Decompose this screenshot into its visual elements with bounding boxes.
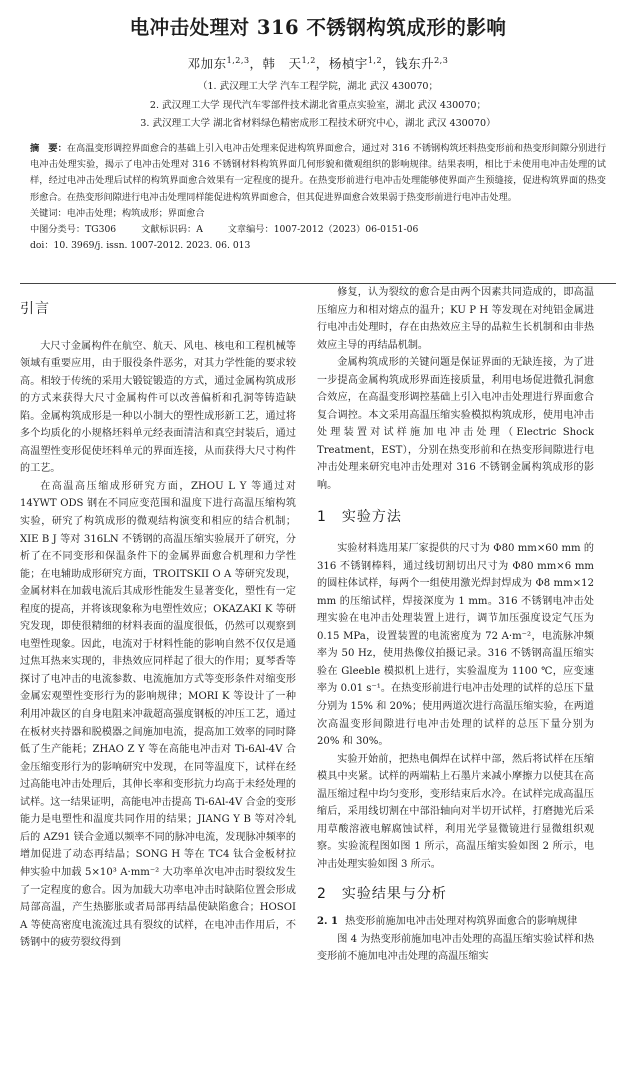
author-name: 韩 天: [262, 56, 302, 71]
abstract: [30, 141, 606, 206]
affiliations: [0, 78, 636, 134]
abstract-label: 摘 要：: [30, 143, 67, 154]
section-2-1-title: 热变形前施加电冲击处理对构筑界面愈合的影响规律: [345, 916, 578, 928]
doc-code-label: 文献标识码：: [141, 224, 197, 236]
author-name: 杨楨宇: [328, 56, 368, 71]
abstract-block: [30, 141, 606, 254]
article-number-label: 文章编号：: [227, 224, 274, 236]
keywords-label: 关键词：: [30, 207, 67, 219]
doc-code-value: A: [196, 224, 203, 236]
author-affiliation-marker: 2,3: [434, 55, 449, 65]
section-2-1-paragraph: 图 4 为热变形前施加电冲击处理的高温压缩实验试样和热变形前不施加电冲击处理的高温压缩实: [317, 933, 594, 963]
author: [329, 56, 382, 71]
intro-paragraph-1: 大尺寸金属构件在航空、航天、风电、核电和工程机械等领域有重要应用，由于服役条件恶劣，对其力学性能的要求较高。相较于传统的采用大锻锭锻造的方式，通过金属构筑成形的方式来获得大尺寸金属构件可以改善偏析和孔洞等铸造缺陷。金属构筑成形是一种以小制大的塑性成形新工艺，通过将多个均质化的小规格坯料单元经表面清洁和真空封装后，通过高温塑性变形促使坯料单元的界面连接，从而获得大尺寸构件的工艺。: [20, 340, 296, 475]
intro-paragraph-4: 金属构筑成形的关键问题是保证界面的无缺连接，为了进一步提高金属构筑成形界面连接质量，利用电场促进微孔洞愈合效应，在高温变形调控基础上引入电冲击处理进行界面愈合复合调控。本文采用高温压缩实验模拟构筑成形，使用电冲击处理装置对试样施加电冲击处理（Electric Shock Treatment，EST），分别在热变形前和在热变形间隙进行电冲击处理来研究电冲击处理对 316 不锈钢金属构筑成形的影响。: [317, 357, 594, 492]
abstract-text: 在高温变形调控界面愈合的基础上引入电冲击处理来促进构筑界面愈合，通过对 316 不锈钢构筑坯料热变形前和热变形间隙分别进行电冲击处理实验，揭示了电冲击处理对 316 不锈钢材料构筑界面几何形貌和微观组织的影响规律。结果表明，相比于未使用电冲击处理的试样，经过电冲击处理后试样的构筑界面愈合效果有一定程度的提升。在热变形前进行电冲击处理能够使界面产生预缝接，促进构筑界面的热变形愈合。在热变形间隙进行电冲击处理同样能促进构筑界面愈合，但其促进界面愈合效果弱于热变形前进行电冲击处理。: [30, 143, 607, 203]
clc-label: 中图分类号：: [30, 224, 86, 236]
affiliation-2: 2. 武汉理工大学 现代汽车零部件技术湖北省重点实验室，湖北 武汉 430070；: [149, 99, 487, 111]
paper-title: 电冲击处理对 316 不锈钢构筑成形的影响: [129, 16, 507, 39]
doi-label: doi：: [30, 240, 54, 252]
author-affiliation-marker: 1,2,3: [226, 55, 250, 65]
author: [188, 56, 250, 71]
section-1-heading: 1 实验方法: [317, 508, 402, 525]
doi-line: [30, 238, 606, 254]
left-column: [20, 284, 296, 952]
author: [263, 56, 316, 71]
doi-value: 10. 3969/j. issn. 1007-2012. 2023. 06. 013: [53, 240, 251, 252]
keywords: 电冲击处理；构筑成形；界面愈合: [66, 207, 205, 219]
author-name: 邓加东: [187, 56, 227, 71]
author-name: 钱东升: [395, 56, 435, 71]
section-1-paragraph-2: 实验开始前，把热电偶焊在试样中部，然后将试样在压缩模具中夹紧。试样的两端粘上石墨片来减小摩擦力以使其在高温压缩过程中均匀变形，变形结束后水冷。在试样完成高温压缩后，采用线切割在中部沿轴向对半切开试样，打磨抛光后采用草酸溶液电解腐蚀试样，利用光学显微镜进行显微组织观察。实验流程图如图 1 所示，高温压缩实验如图 2 所示，电冲击处理实验如图 3 所示。: [317, 753, 594, 870]
author-affiliation-marker: 1,2: [367, 55, 383, 65]
affiliation-1: （1. 武汉理工大学 汽车工程学院，湖北 武汉 430070；: [197, 81, 439, 92]
section-2-1-number: 2. 1: [317, 916, 339, 928]
author: [395, 56, 448, 71]
author-list: 邓加东$^{1,2,3}$，韩 天$^{1,2}$，杨楨宇$^{1,2}$，钱东升$^{2,3}$: [187, 55, 449, 71]
intro-heading: 引言: [20, 301, 50, 317]
author-affiliation-marker: 1,2: [301, 55, 316, 65]
intro-paragraph-3: 修复，认为裂纹的愈合是由两个因素共同造成的，即高温压缩应力和相对熔点的温升；KU P H 等发现在对纯铝金属进行电冲击处理时，存在由热效应主导的晶粒生长机制和由非热效应主导的再结晶机制。: [317, 287, 594, 351]
classification-line: [30, 222, 606, 238]
right-column: [317, 284, 594, 966]
clc-value: TG306: [85, 224, 117, 236]
keywords-line: [30, 206, 606, 222]
section-2-heading: 2 实验结果与分析: [317, 885, 447, 902]
intro-paragraph-2: 在高温高压缩成形研究方面，ZHOU L Y 等通过对 14YWT ODS 钢在不同应变范围和温度下进行高温压缩构筑实验，研究了构筑成形的微观结构演变和相应的结合机制；XIE B J 等对 316LN 不锈钢的高温压缩实验展开了研究，分析了在不同变形和保温条件下的金属界面愈合机理和力学性能；在电辅助成形研究方面，TROITSKII O A 等研究发现，金属材料在加载电流后其成形性能发生显著变化，塑性有一定程度的提高，并将该现象称为电塑性效应；OKAZAKI K 等研究发现，即使很精细的材料表面的温度很低，仍然可以观察到电塑性现象。因此，电流对于材料性能的影响自然不仅仅是通过焦耳热来实现的，非热效应同样起了很大的作用；夏琴香等探讨了电冲击的电流参数、电流施加方式等变形条件对缩变形金属宏观塑性变形行为的影响规律；MORI K 等设计了一种利用冲裁区的自身电阻来冲裁超高强度钢板的冲压工艺，通过在板材夹持器和脱模器之间施加电流，提高加工效率的同时降低了生产能耗；ZHAO Z Y 等在高能电冲击对 Ti-6Al-4V 合金压缩变形行为的影响研究中发现，在同等温度下，试样在经过高能电冲击处理后，其伸长率和变形抗力均高于未经处理的试样。这一结果证明，高能电冲击提高 Ti-6Al-4V 合金的变形能力是电塑性和温度共同作用的结果；JIANG Y B 等对冷轧后的 AZ91 镁合金通以频率不同的脉冲电流，发现脉冲频率的增加促进了动态再结晶；SONG H 等在 TC4 钛合金板材拉伸实验中加载 5×10³ A·mm⁻² 大功率单次电冲击时裂纹发生了一定程度的愈合。因为加载大功率电冲击时缺陷位置会形成局部高温，产生热膨胀或者局部再结晶使缺陷愈合；HOSOI A 等使高密度电流流过具有裂纹的试样，在电冲击作用后，不锈钢中的疲劳裂纹得到: [20, 480, 296, 949]
affiliation-3: 3. 武汉理工大学 湖北省材料绿色精密成形工程技术研究中心，湖北 武汉 430070）: [140, 118, 496, 129]
article-number-value: 1007-2012（2023）06-0151-06: [273, 224, 419, 236]
section-1-paragraph-1: 实验材料选用某厂家提供的尺寸为 Φ80 mm×60 mm 的 316 不锈钢棒料，通过线切割切出尺寸为 Φ80 mm×6 mm 的圆柱体试样，每两个一组使用激光焊封焊成为 Φ8 mm×12 mm 的压缩试样，焊接深度为 1 mm。316 不锈钢电冲击处理实验在电冲击处理装置上进行，调节加压强度设定气压为 0.15 MPa，设置装置的电流密度为 72 A·m⁻²，电流脉冲频率为 50 Hz，使用热像仪拍摄记录。316 不锈钢高温压缩实验在 Gleeble 模拟机上进行，实验温度为 1100 ℃，应变速率为 0.01 s⁻¹。在热变形前进行电冲击处理的试样的总压下量分别为 15% 和 20%；使用两道次进行高温压缩实验，在两道次高温变形间隙进行电冲击处理的试样的总压下量分别为 20% 和 30%。: [317, 543, 594, 748]
section-2-1-heading: [317, 913, 594, 931]
